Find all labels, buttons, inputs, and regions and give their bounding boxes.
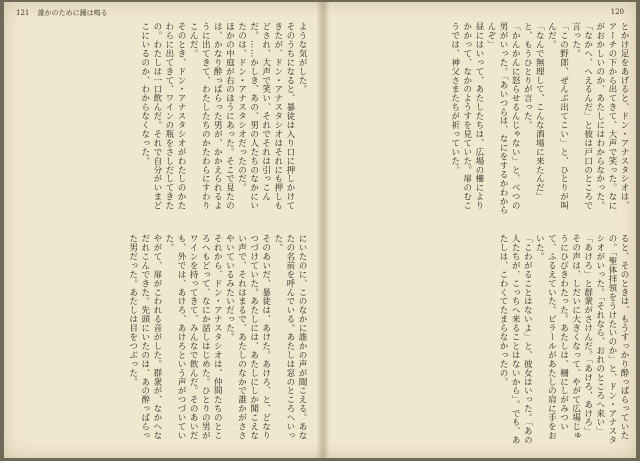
paragraph: そのうちになると、暴徒は入り口に押しかけてきたが、ドン・アナスタシオはそれにも押しもどされ、大声で笑い、それでそれは引っこんだ。……かしき、あの、男の人たちのなかにいたのは、ドン・アナスタシオだったのだ。 — [236, 22, 295, 210]
left-running-head — [16, 8, 108, 18]
paragraph: ると、そのときは、もうすっかり酔っぱらっていたの。「聖体拝領をうけたいのか」と、ドン・アナスタシオがいった。「それなら、おれのところへ来い」 — [594, 234, 629, 445]
right-page — [330, 2, 636, 458]
book-spread — [4, 2, 636, 458]
paragraph: 昼にはいって、あたしたちは、広場の柵によりかかって、なかのようすを見ていた。扉のむこうでは、神父さまたちが祈っていた。 — [449, 22, 484, 210]
paragraph: そのとき、ドン・アナスタシオがわたしのかたわらに出てきて、ワインの瓶をさしだしてきたの。わたしは一口飲んだ。それで自分がいまどこにいるのか、わからなくなった。 — [139, 22, 187, 210]
right-page-number: 120 — [610, 8, 624, 16]
paragraph: それから、ドン・アナスタシオは、仲間たちのところへもどって、なにか話しはじめた。ひとりの男がワインを持ってきて、みんなで飲んだ。そのあいだも、外では、あけろ、あけろという声がつづいていた。 — [163, 234, 223, 440]
paragraph: 「なんで無理して、こんな酒場に来たんだ」と、もうひとりが言った。 — [522, 22, 545, 201]
paragraph: とかけ足をあげると、ドン・アナスタシオは、アーチの下から出てきて、大声で笑った。なにがおかしいのか、あたしにはわからなかった。 — [594, 22, 629, 210]
book-gutter — [316, 2, 330, 458]
left-running-title: 誰かのために鐘は鳴る — [37, 9, 108, 17]
paragraph: 「かんかんに怒らせるんじゃない」と、べつの男がいった。「あいつらは、なにをするかわからんぞ」 — [485, 22, 521, 215]
left-page — [4, 2, 316, 458]
right-running-head — [611, 8, 624, 16]
right-bottom-column — [338, 234, 630, 446]
left-bottom-column — [14, 234, 308, 446]
left-page-number: 121 — [16, 9, 30, 17]
paragraph: やがて、扉がこわれる音がした。群衆が、なかへなだれこんできた。先頭にいたのは、あの酔っぱらった男だった。あたしは目をつぶった。 — [127, 234, 162, 440]
paragraph: にいたのに、このなかに誰かの声が聞こえる。あなたの名前を呼んでいる。あたしは窓のところへいった。 — [272, 234, 307, 440]
left-top-column — [14, 22, 308, 218]
right-top-column — [338, 22, 630, 218]
paragraph: そのあいだ、暴徒は、あけた。あけろ、と、どなりつづけていた。あたしには、あたしにしか聞こえない声で、それはまるで、あたしのなかで誰かがささやいているみたいだった。 — [224, 234, 271, 440]
paragraph: 「あけろ」と群衆がさけんだ。「あけろ、あけろ」 — [582, 234, 593, 436]
paragraph: 「こわがることはないよ」と、彼女はいった。「あの人たちが、こっちへ来ることはないから」。でも、あたしは、こわくてたまらなかったの。 — [498, 234, 533, 445]
paragraph: ような気がした。 — [297, 22, 307, 94]
paragraph: その声は、しだいに大きくなって、やがて広場じゅうにひびきわたった。あたしは、柵にしがみついて、ふるえていた。ピラールがあたしの肩に手をおいた。 — [534, 234, 581, 440]
paragraph: 「この野郎、ぜんぶ出てこい」と、ひとりが叫んだ。 — [546, 22, 569, 210]
paragraph: 「なかへ、へえるんだ」と彼は戸口のところで言った。 — [570, 22, 593, 210]
paragraph: ほかの中庭が右のほうにあった。そこで見たのは、かなり酔っぱらった男が、かかえられるように出てきて、わたしたちのかたわらにすわりこんだ。 — [188, 22, 235, 210]
